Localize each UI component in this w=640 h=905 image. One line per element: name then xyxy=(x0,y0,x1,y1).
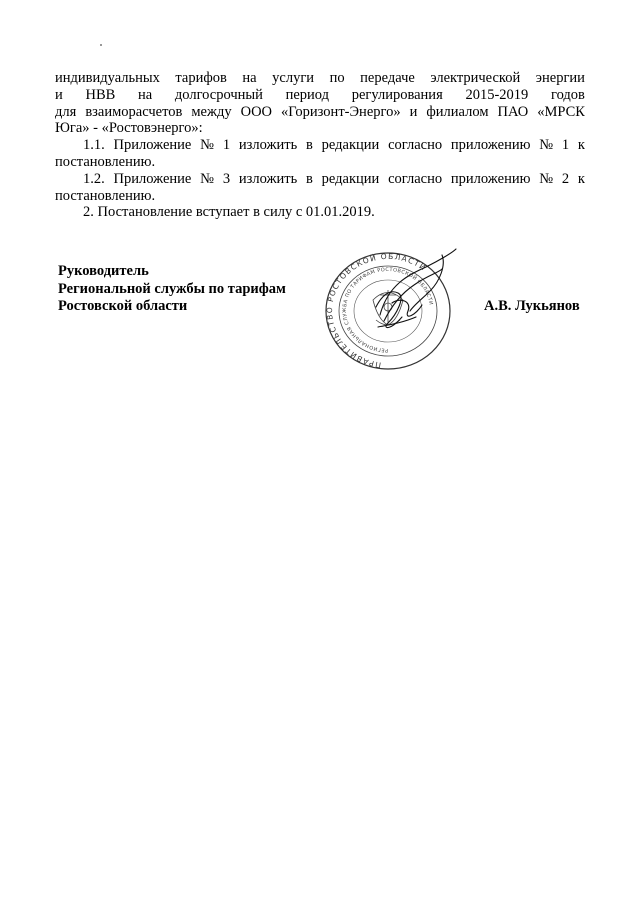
para1-line-2 xyxy=(55,87,585,104)
para1-line-3-word: ООО xyxy=(240,103,273,120)
item-1-2-word: 1.2. xyxy=(83,170,105,187)
item-1-1-word: 1 xyxy=(222,137,231,154)
para1-line-2-word: на xyxy=(138,86,153,103)
para1-line-3-word: ПАО xyxy=(497,103,529,120)
para1-line-2-word: долгосрочный xyxy=(174,86,263,103)
item-1-2-word: изложить xyxy=(238,170,298,187)
para1-line-1-word: энергии xyxy=(535,70,585,86)
item-1-1-word: к xyxy=(577,137,585,154)
signatory-line-1: Руководитель xyxy=(58,263,149,279)
para1-line-3-word: между xyxy=(191,103,232,120)
para1-line-4: Юга» - «Ростовэнерго»: xyxy=(55,120,203,137)
para1-line-2-word: 2015-2019 xyxy=(465,86,529,103)
item-1-2-word: № xyxy=(539,170,554,187)
para1-line-2-word: период xyxy=(285,86,330,103)
item-1-2-word: 2 xyxy=(561,170,570,187)
item-1-1-word: редакции xyxy=(321,137,380,154)
para1-line-2-word: и xyxy=(55,86,63,103)
para1-line-3-word: и xyxy=(409,103,418,120)
item-1-2-word: 3 xyxy=(222,170,231,187)
signatory-title xyxy=(58,263,286,316)
item-1-2-word: редакции xyxy=(321,170,380,187)
item-1-2-word: к xyxy=(577,170,585,187)
item-1-1-word: № xyxy=(200,137,215,154)
document-body xyxy=(55,70,585,221)
official-seal-stamp xyxy=(318,245,458,375)
para1-line-1-word: на xyxy=(242,70,257,86)
para1-line-2-word: НВВ xyxy=(85,86,116,103)
item-1-2-word: Приложение xyxy=(113,170,192,187)
para1-line-1-word: по xyxy=(329,70,345,86)
para1-line-1-word: передаче xyxy=(360,70,415,86)
item-1-2-word: № xyxy=(200,170,215,187)
para1-line-1-word: индивидуальных xyxy=(55,70,160,86)
para1-line-3-word: взаиморасчетов xyxy=(85,103,183,120)
signatory-name: А.В. Лукьянов xyxy=(484,298,580,314)
item-2: 2. Постановление вступает в силу с 01.01.2019. xyxy=(83,204,375,221)
seal-outer-text: ПРАВИТЕЛЬСТВО РОСТОВСКОЙ ОБЛАСТИ xyxy=(324,251,429,370)
para1-line-3-word: для xyxy=(55,103,77,120)
para1-line-1-word: услуги xyxy=(272,70,315,86)
item-1-2-line-1 xyxy=(55,171,585,188)
seal-inner-text: РЕГИОНАЛЬНАЯ СЛУЖБА ПО ТАРИФАМ РОСТОВСКОЙ ОБЛАСТИ xyxy=(342,266,434,354)
para1-line-3-word: «МРСК xyxy=(537,103,585,120)
item-1-1-word: изложить xyxy=(238,137,298,154)
para1-line-2-word: регулирования xyxy=(351,86,443,103)
signatory-line-3: Ростовской области xyxy=(58,298,188,314)
item-1-1-line-1 xyxy=(55,137,585,154)
item-1-1-word: 1 xyxy=(561,137,570,154)
item-1-1-word: приложению xyxy=(450,137,531,154)
para1-line-1-word: тарифов xyxy=(175,70,227,86)
para1-line-1-word: электрической xyxy=(430,70,521,86)
item-1-2-word: согласно xyxy=(388,170,443,187)
item-1-2-word: приложению xyxy=(450,170,531,187)
scan-speck xyxy=(100,44,102,46)
item-1-1-word: № xyxy=(539,137,554,154)
item-1-2-word: в xyxy=(306,170,313,187)
para1-line-3-word: филиалом xyxy=(426,103,489,120)
item-1-1-line-2: постановлению. xyxy=(55,153,156,170)
item-1-1-word: в xyxy=(306,137,313,154)
para1-line-1 xyxy=(55,70,585,87)
para1-line-3 xyxy=(55,104,585,121)
item-1-2-line-2: постановлению. xyxy=(55,187,156,204)
item-1-1-word: 1.1. xyxy=(83,137,105,154)
para1-line-3-word: «Горизонт-Энерго» xyxy=(281,103,401,120)
signatory-line-2: Региональной службы по тарифам xyxy=(58,280,286,297)
item-1-1-word: Приложение xyxy=(113,137,192,154)
para1-line-2-word: годов xyxy=(551,86,585,103)
item-1-1-word: согласно xyxy=(388,137,443,154)
